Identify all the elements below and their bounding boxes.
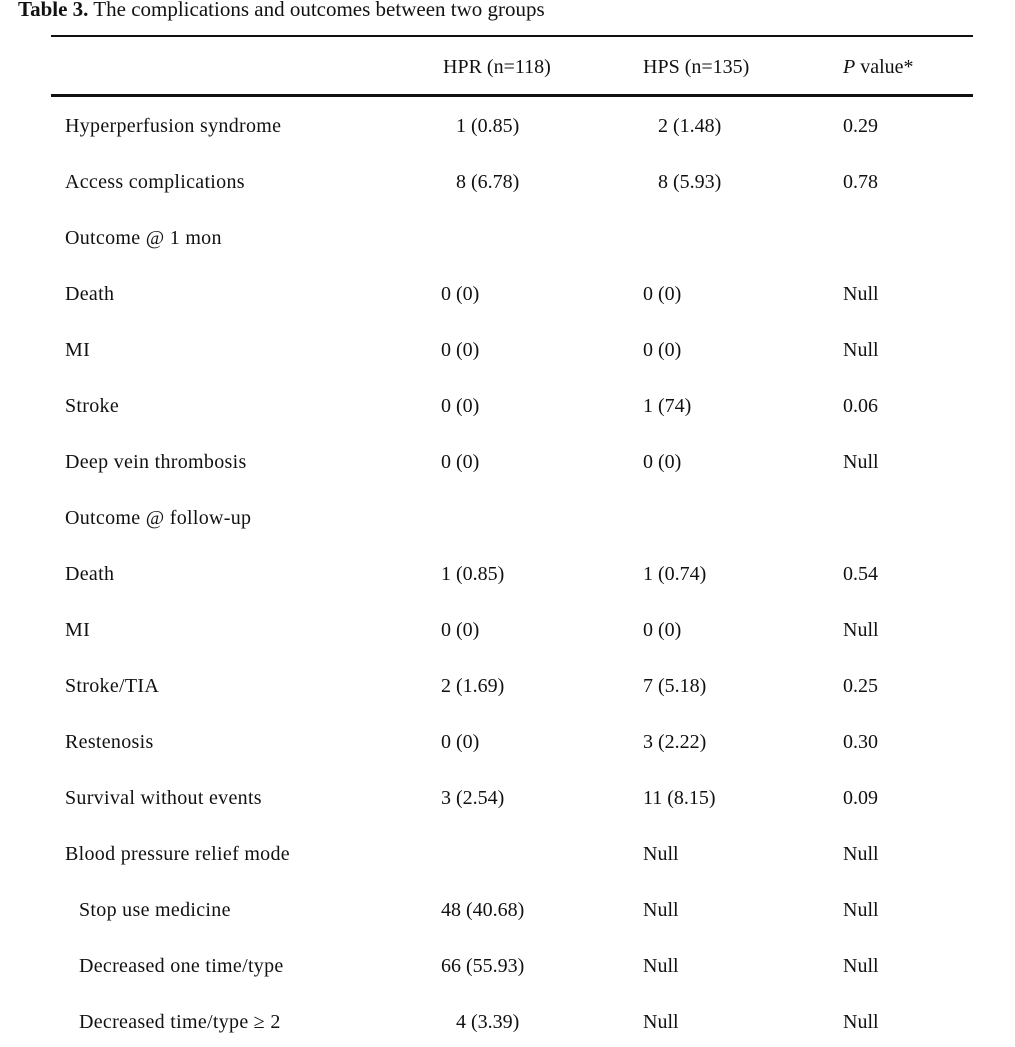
table-row bbox=[0, 783, 1015, 813]
row-p: 0.29 bbox=[843, 115, 878, 137]
row-hps: 1 (0.74) bbox=[643, 563, 707, 585]
row-label: Stroke bbox=[65, 395, 120, 417]
table-row bbox=[0, 223, 1015, 253]
row-hps: Null bbox=[643, 899, 679, 921]
row-label: MI bbox=[65, 619, 91, 641]
row-p: 0.78 bbox=[843, 171, 878, 193]
row-p: Null bbox=[843, 451, 879, 473]
row-hpr: 3 (2.54) bbox=[441, 787, 505, 809]
table-row bbox=[0, 335, 1015, 365]
table-title: The complications and outcomes between two groups bbox=[88, 0, 545, 21]
row-label: Stroke/TIA bbox=[65, 675, 160, 697]
table-row bbox=[0, 391, 1015, 421]
row-hpr: 8 (6.78) bbox=[456, 171, 520, 193]
row-p: Null bbox=[843, 955, 879, 977]
row-hpr: 0 (0) bbox=[441, 283, 480, 305]
row-p: 0.09 bbox=[843, 787, 878, 809]
row-p: Null bbox=[843, 843, 879, 865]
table-caption bbox=[18, 0, 545, 22]
row-label: MI bbox=[65, 339, 91, 361]
row-hps: Null bbox=[643, 955, 679, 977]
row-hps: 0 (0) bbox=[643, 283, 682, 305]
row-hpr: 0 (0) bbox=[441, 339, 480, 361]
row-hps: 3 (2.22) bbox=[643, 731, 707, 753]
table-row bbox=[0, 615, 1015, 645]
row-hpr: 48 (40.68) bbox=[441, 899, 525, 921]
row-hpr: 1 (0.85) bbox=[441, 563, 505, 585]
row-label: Decreased time/type ≥ 2 bbox=[79, 1011, 281, 1033]
row-hpr: 0 (0) bbox=[441, 731, 480, 753]
table-row bbox=[0, 727, 1015, 757]
row-hps: 0 (0) bbox=[643, 339, 682, 361]
table-row bbox=[0, 671, 1015, 701]
table-row bbox=[0, 111, 1015, 141]
table-row bbox=[0, 895, 1015, 925]
header-p-value bbox=[843, 52, 914, 82]
row-label: Death bbox=[65, 563, 115, 585]
row-label: Outcome @ 1 mon bbox=[65, 227, 222, 249]
row-label: Hyperperfusion syndrome bbox=[65, 115, 282, 137]
row-p: 0.06 bbox=[843, 395, 878, 417]
row-label: Outcome @ follow-up bbox=[65, 507, 252, 529]
row-hps: 7 (5.18) bbox=[643, 675, 707, 697]
row-hps: Null bbox=[643, 1011, 679, 1033]
row-p: Null bbox=[843, 899, 879, 921]
row-hps: Null bbox=[643, 843, 679, 865]
table-header bbox=[0, 52, 1015, 82]
row-hpr: 0 (0) bbox=[441, 619, 480, 641]
table-row bbox=[0, 951, 1015, 981]
header-rule bbox=[51, 94, 973, 97]
row-label: Death bbox=[65, 283, 115, 305]
header-p-italic: P bbox=[843, 56, 856, 78]
row-hps: 11 (8.15) bbox=[643, 787, 716, 809]
row-label: Survival without events bbox=[65, 787, 262, 809]
row-p: 0.30 bbox=[843, 731, 878, 753]
row-hpr: 4 (3.39) bbox=[456, 1011, 520, 1033]
row-hpr: 0 (0) bbox=[441, 451, 480, 473]
row-p: 0.25 bbox=[843, 675, 878, 697]
row-hpr: 66 (55.93) bbox=[441, 955, 525, 977]
row-hps: 0 (0) bbox=[643, 619, 682, 641]
row-p: Null bbox=[843, 283, 879, 305]
header-hps: HPS (n=135) bbox=[643, 56, 750, 78]
table-row bbox=[0, 559, 1015, 589]
row-hps: 8 (5.93) bbox=[658, 171, 722, 193]
row-p: Null bbox=[843, 619, 879, 641]
row-label: Deep vein thrombosis bbox=[65, 451, 247, 473]
table-row bbox=[0, 839, 1015, 869]
table-row bbox=[0, 279, 1015, 309]
row-p: Null bbox=[843, 339, 879, 361]
row-p: Null bbox=[843, 1011, 879, 1033]
row-label: Restenosis bbox=[65, 731, 154, 753]
row-label: Blood pressure relief mode bbox=[65, 843, 290, 865]
row-label: Decreased one time/type bbox=[79, 955, 284, 977]
row-hps: 0 (0) bbox=[643, 451, 682, 473]
table-row bbox=[0, 447, 1015, 477]
table-row bbox=[0, 503, 1015, 533]
row-hps: 1 (74) bbox=[643, 395, 692, 417]
row-hpr: 0 (0) bbox=[441, 395, 480, 417]
row-label: Access complications bbox=[65, 171, 245, 193]
table-number: Table 3. bbox=[18, 0, 89, 21]
row-hps: 2 (1.48) bbox=[658, 115, 722, 137]
header-hpr: HPR (n=118) bbox=[443, 56, 551, 78]
top-rule bbox=[51, 35, 973, 37]
row-label: Stop use medicine bbox=[79, 899, 231, 921]
table-row bbox=[0, 1007, 1015, 1037]
table-row bbox=[0, 167, 1015, 197]
row-p: 0.54 bbox=[843, 563, 878, 585]
row-hpr: 2 (1.69) bbox=[441, 675, 505, 697]
row-hpr: 1 (0.85) bbox=[456, 115, 520, 137]
header-p-rest: value* bbox=[855, 56, 914, 78]
